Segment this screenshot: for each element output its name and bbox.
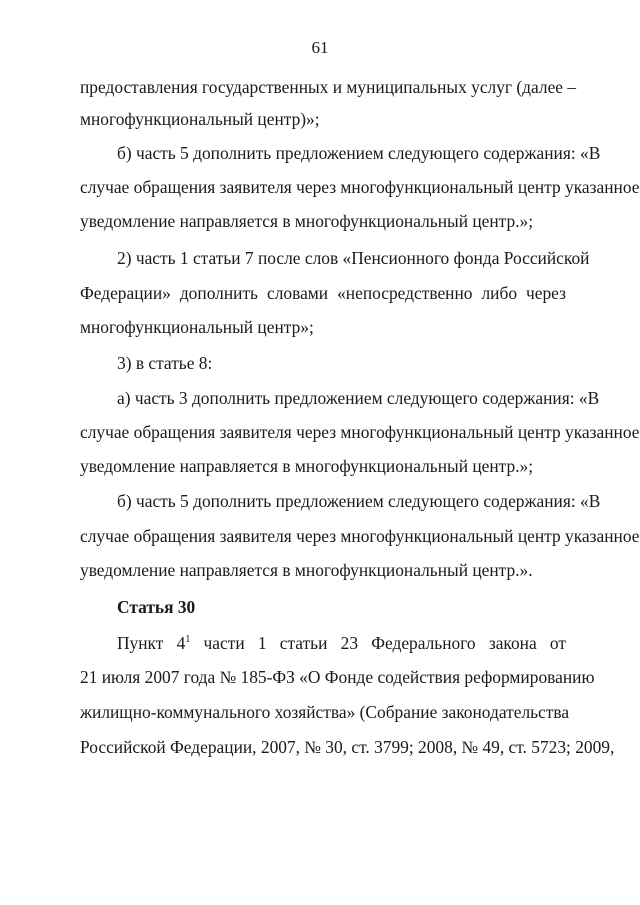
- text-line: многофункциональный центр)»;: [80, 109, 320, 129]
- text-line: предоставления государственных и муниципальных услуг (далее –: [80, 77, 577, 97]
- text-line: случае обращения заявителя через многофункциональный центр указанное: [80, 526, 640, 546]
- article-heading: Статья 30: [117, 597, 196, 617]
- text-line: 21 июля 2007 года № 185-ФЗ «О Фонде содействия реформированию: [80, 667, 595, 687]
- text-line: уведомление направляется в многофункциональный центр.».: [80, 560, 533, 580]
- text-fragment: части 1 статьи 23 Федерального закона от: [190, 633, 566, 653]
- text-line: уведомление направляется в многофункциональный центр.»;: [80, 211, 534, 231]
- text-fragment: Пункт 4: [117, 633, 186, 653]
- text-line: Российской Федерации, 2007, № 30, ст. 3799; 2008, № 49, ст. 5723; 2009,: [80, 737, 615, 757]
- text-line: многофункциональный центр»;: [80, 317, 314, 337]
- text-line: случае обращения заявителя через многофункциональный центр указанное: [80, 422, 640, 442]
- text-line: а) часть 3 дополнить предложением следующего содержания: «В: [117, 388, 600, 408]
- text-line: б) часть 5 дополнить предложением следующего содержания: «В: [117, 491, 601, 511]
- text-line: [117, 632, 566, 654]
- text-line: 2) часть 1 статьи 7 после слов «Пенсионного фонда Российской: [117, 248, 590, 268]
- text-line: случае обращения заявителя через многофункциональный центр указанное: [80, 177, 640, 197]
- text-line: жилищно-коммунального хозяйства» (Собрание законодательства: [80, 702, 570, 722]
- page-number: 61: [311, 38, 329, 57]
- text-line: б) часть 5 дополнить предложением следующего содержания: «В: [117, 143, 601, 163]
- text-line: 3) в статье 8:: [117, 353, 213, 373]
- superscript: 1: [185, 634, 191, 645]
- text-line: Федерации» дополнить словами «непосредственно либо через: [80, 283, 566, 303]
- text-line: уведомление направляется в многофункциональный центр.»;: [80, 456, 534, 476]
